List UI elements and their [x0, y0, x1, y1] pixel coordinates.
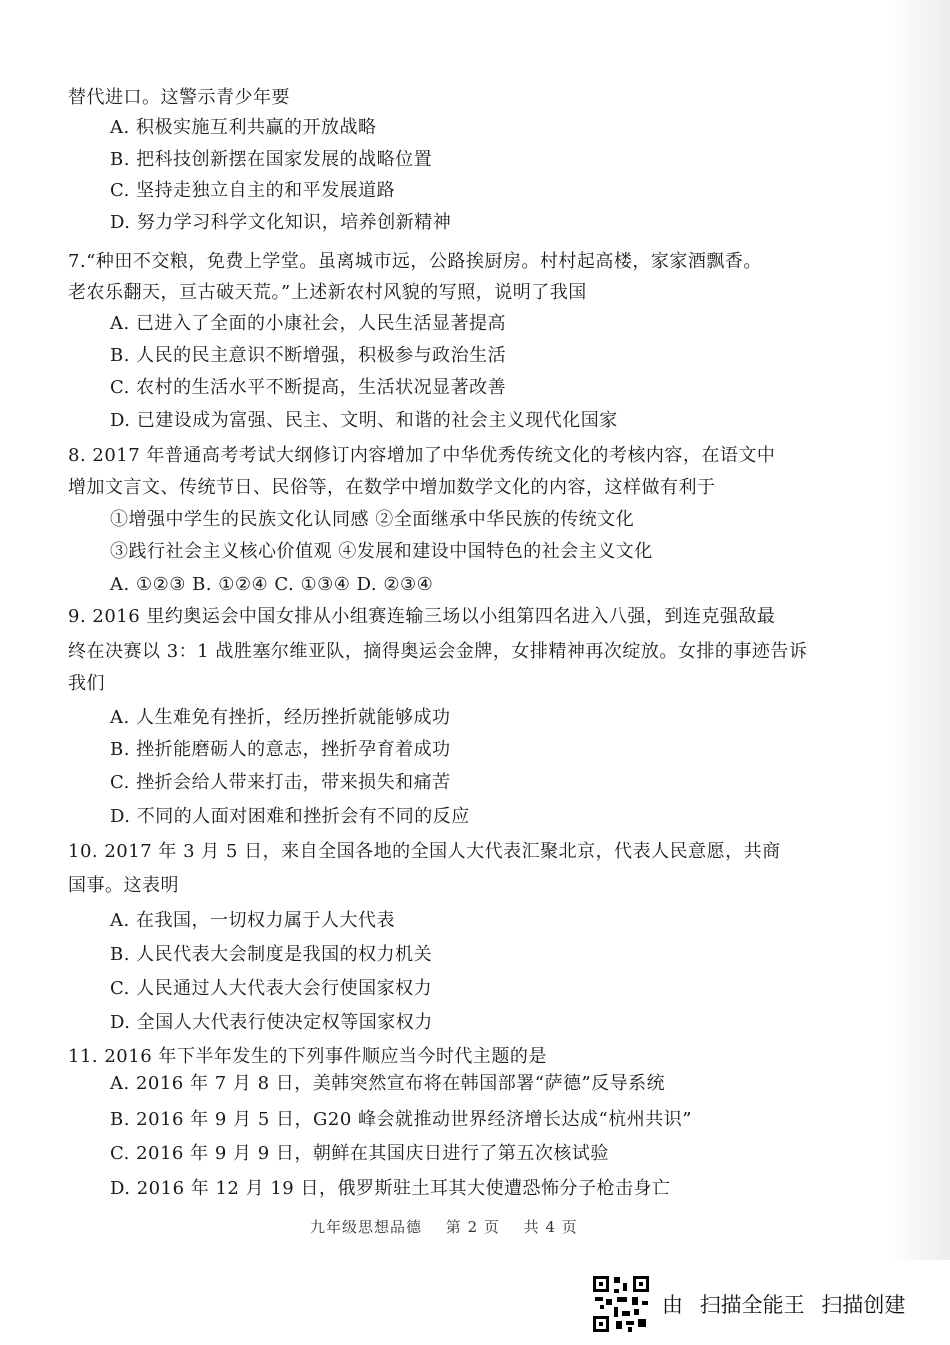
option-line: B. 人民代表大会制度是我国的权力机关: [110, 944, 433, 965]
question-11: 11. 2016 年下半年发生的下列事件顺应当今时代主题的是: [68, 1046, 547, 1067]
question-9: 9. 2016 里约奥运会中国女排从小组赛连输三场以小组第四名进入八强，到连克强敌最: [68, 606, 776, 627]
option-line: D. 不同的人面对困难和挫折会有不同的反应: [110, 806, 470, 827]
question-8: 8. 2017 年普通高考考试大纲修订内容增加了中华优秀传统文化的考核内容，在语文中: [68, 445, 776, 466]
qr-code-icon: [592, 1275, 650, 1333]
option-line: B. 挫折能磨砺人的意志，挫折孕育着成功: [110, 739, 451, 760]
option-line: C. 2016 年 9 月 9 日，朝鲜在其国庆日进行了第五次核试验: [110, 1143, 609, 1164]
page-footer: [310, 1216, 596, 1237]
option-line: D. 已建设成为富强、民主、文明、和谐的社会主义现代化国家: [110, 410, 618, 431]
option-line: D. 2016 年 12 月 19 日，俄罗斯驻土耳其大使遭恐怖分子枪击身亡: [110, 1178, 671, 1199]
footer-subject: 九年级思想品德: [310, 1218, 423, 1236]
option-line: A. 已进入了全面的小康社会，人民生活显著提高: [110, 313, 506, 334]
statement-line: ③践行社会主义核心价值观 ④发展和建设中国特色的社会主义文化: [110, 541, 653, 562]
footer-total-pages: 共 4 页: [523, 1218, 578, 1236]
question-10: 10. 2017 年 3 月 5 日，来自全国各地的全国人大代表汇聚北京，代表人民意愿，共商: [68, 841, 781, 862]
text-line: 替代进口。这警示青少年要: [68, 87, 290, 108]
text-line: 国事。这表明: [68, 875, 179, 896]
scanner-watermark: [592, 1275, 915, 1333]
footer-page-number: 第 2 页: [445, 1218, 500, 1236]
scanner-caption: [662, 1289, 915, 1319]
option-line: A. 人生难免有挫折，经历挫折就能够成功: [110, 707, 451, 728]
option-line: D. 努力学习科学文化知识，培养创新精神: [110, 212, 452, 233]
question-7: 7.“种田不交粮，免费上学堂。虽离城市远，公路挨厨房。村村起高楼，家家酒飘香。: [68, 251, 762, 272]
option-line: C. 挫折会给人带来打击，带来损失和痛苦: [110, 772, 451, 793]
option-line: A. 在我国，一切权力属于人大代表: [110, 910, 395, 931]
option-line: B. 把科技创新摆在国家发展的战略位置: [110, 149, 433, 170]
option-line: C. 人民通过人大代表大会行使国家权力: [110, 978, 433, 999]
option-line: A. 2016 年 7 月 8 日，美韩突然宣布将在韩国部署“萨德”反导系统: [110, 1073, 666, 1094]
text-line: 增加文言文、传统节日、民俗等，在数学中增加数学文化的内容，这样做有利于: [68, 477, 716, 498]
text-line: 终在决赛以 3：1 战胜塞尔维亚队，摘得奥运会金牌，女排精神再次绽放。女排的事迹告诉: [68, 641, 808, 662]
option-line: C. 农村的生活水平不断提高，生活状况显著改善: [110, 377, 507, 398]
scan-edge-shadow: [890, 0, 950, 1260]
option-line: D. 全国人大代表行使决定权等国家权力: [110, 1012, 433, 1033]
text-line: 老农乐翻天，亘古破天荒。”上述新农村风貌的写照，说明了我国: [68, 282, 587, 303]
option-line: A. 积极实施互利共赢的开放战略: [110, 117, 377, 138]
text-line: 我们: [68, 673, 105, 694]
option-line: B. 人民的民主意识不断增强，积极参与政治生活: [110, 345, 507, 366]
option-line: B. 2016 年 9 月 5 日，G20 峰会就推动世界经济增长达成“杭州共识”: [110, 1109, 692, 1130]
scanner-created: 扫描创建: [821, 1293, 906, 1317]
scanner-by: 由: [662, 1293, 683, 1317]
scanner-app-name: 扫描全能王: [699, 1293, 805, 1317]
statement-line: ①增强中学生的民族文化认同感 ②全面继承中华民族的传统文化: [110, 509, 635, 530]
option-line: A. ①②③ B. ①②④ C. ①③④ D. ②③④: [110, 574, 434, 595]
option-line: C. 坚持走独立自主的和平发展道路: [110, 180, 396, 201]
